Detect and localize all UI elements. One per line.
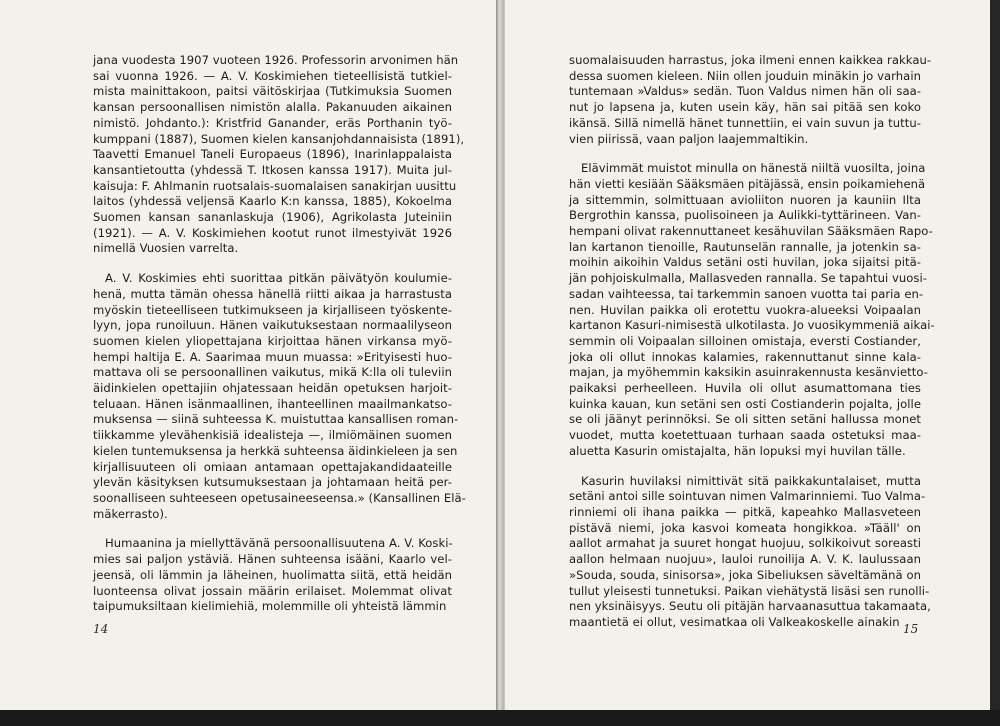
book-gutter	[496, 0, 504, 710]
text-line: teluaan. Hänen isänmaallinen, ihanteellinen maailmankatso-	[93, 396, 452, 411]
text-line: suomalaisuuden harrastus, joka ilmeni ennen kaikkea rakkau-	[569, 53, 932, 67]
text-line: aluetta Kasurin omistajalta, hän lopuksi myi huvilan tälle.	[569, 443, 906, 458]
text-line: kansantietoutta (yhdessä T. Itkosen kanssa 1917). Muita jul-	[93, 162, 452, 177]
text-line: jeensä, oli lämmin ja läheinen, huolimatta siitä, että heidän	[93, 567, 452, 582]
text-line: sadan vaihteessa, tai tarkemmin sanoen vuotta tai paria en-	[569, 286, 924, 301]
text-line: nimistö. Johdanto.): Kristfrid Ganander, eräs Porthanin työ-	[93, 115, 452, 130]
text-line: semmin oli Voipaalan silloinen omistaja, eversti Costiander,	[569, 333, 921, 348]
text-line: nen. Huvilan paikka oli erotettu vuokra-alueeksi Voipaalan	[569, 302, 921, 317]
text-line: aallon helmaan nuojuu», lauloi runoilija A. V. K. laulussaan	[569, 552, 921, 567]
left-page	[0, 0, 497, 710]
text-line: jana vuodesta 1907 vuoteen 1926. Professorin arvonimen hän	[93, 53, 459, 67]
text-line: moihin aikoihin Valdus setäni osti huvilan, joka sijaitsi pitä-	[569, 255, 921, 270]
text-line: Bergrothin kanssa, puolisoineen ja Aulikki-tyttärineen. Van-	[569, 208, 921, 223]
text-line: (1921). — A. V. Koskimiehen kootut runot ilmestyivät 1926	[93, 225, 452, 240]
text-line: setäni antoi sille sointuvan nimen Valmarinniemi. Tuo Valma-	[569, 489, 926, 504]
text-line: kumppani (1887), Suomen kielen kansanjohdannaisista (1891),	[93, 131, 465, 146]
text-line: nen yksinäisyys. Seutu oli pitäjän harvaanasuttua takamaata,	[569, 599, 931, 614]
text-line: kartanon Kasuri-nimisestä ulkotilasta. Jo vuosikymmeniä aikai-	[569, 318, 935, 333]
text-line: Elävimmät muistot minulla on hänestä niiltä vuosilta, joina	[581, 161, 926, 176]
paragraph-gap	[93, 522, 452, 536]
text-line: Humaanina ja miellyttävänä persoonallisuutena A. V. Koski-	[105, 536, 453, 551]
text-line: muksensa — siinä suhteessa K. muistuttaa kansallisen roman-	[93, 412, 459, 427]
text-line: nut jo lapsena ja, kuten usein käy, hän sai pitää sen koko	[569, 100, 921, 115]
text-line: ja sittemmin, solmittuaan avioliiton nuoren ja kauniin Ilta	[569, 192, 921, 207]
text-line: A. V. Koskimies ehti suorittaa pitkän päivätyön koulumie-	[105, 271, 452, 286]
text-line: mies sai paljon ystäviä. Hänen suhteensa isääni, Kaarlo vel-	[93, 552, 452, 567]
text-line: rinniemi oli ihana paikka — pitkä, kapeahko Mallasveteen	[569, 504, 921, 519]
text-line: kuinka kauan, kun setäni sen osti Costianderin pojalta, jolle	[569, 396, 921, 411]
text-line: mäkerrasto).	[93, 506, 168, 521]
text-line: Suomen kansan sananlaskuja (1906), Agrikolasta Juteiniin	[93, 210, 452, 225]
text-line: lyyn, jopa runoiluun. Hänen vaikutuksestaan normaalilyseon	[93, 318, 452, 333]
paragraph	[93, 53, 465, 257]
text-line: kaisuja: F. Ahlmanin ruotsalais-suomalaisen sanakirjan uusittu	[93, 178, 457, 193]
text-line: joka oli ollut innokas kalamies, rakennuttanut sinne kala-	[569, 349, 921, 364]
right-page-number: 15	[903, 622, 919, 636]
paragraph-gap	[569, 460, 921, 474]
text-line: äidinkielen opettajiin ohjatessaan heidän opetuksen harjoit-	[93, 381, 452, 396]
text-line: Kasurin huvilaksi nimittivät sitä paikkakuntalaiset, mutta	[581, 473, 921, 488]
paragraph	[93, 271, 466, 522]
text-line: pistävä niemi, joka kasvoi komeata hongikkoa. »Tääll' on	[569, 520, 921, 535]
text-line: tullut yleisesti tunnetuksi. Paikan viehätystä lisäsi sen runolli-	[569, 583, 930, 598]
paragraph	[569, 53, 932, 147]
scan-bottom-shadow	[0, 710, 1000, 726]
text-line: tuntemaan »Valdus» sedän. Tuon Valdus nimen hän oli saa-	[569, 84, 921, 99]
text-line: vien piirissä, vaan paljon laajemmaltikin.	[569, 131, 809, 146]
text-line: kirjallisuuteen oli omiaan antamaan opettajakandidaateille	[93, 459, 452, 474]
right-page-text	[569, 53, 935, 631]
left-page-number: 14	[93, 622, 109, 636]
text-line: luonteensa olivat jossain määrin erilaiset. Molemmat olivat	[93, 583, 452, 598]
text-line: laitos (yhdessä veljensä Kaarlo K:n kanssa, 1885), Kokoelma	[93, 194, 452, 209]
text-line: Taavetti Emanuel Taneli Europaeus (1896), Inarinlappalaista	[93, 147, 452, 162]
text-line: paikaksi perheelleen. Huvila oli ollut asumattomana ties	[569, 381, 921, 396]
text-line: taipumuksiltaan kielimiehiä, molemmille oli yhteistä lämmin	[93, 599, 447, 614]
text-line: soonalliseen suhteeseen opetusaineeseensa.» (Kansallinen Elä-	[93, 490, 466, 505]
text-line: myöskin tieteelliseen tutkimukseen ja kirjalliseen työskente-	[93, 302, 452, 317]
text-line: sai vuonna 1926. — A. V. Koskimiehen tieteellisistä tutkiel-	[93, 68, 452, 83]
paragraph	[569, 161, 935, 459]
text-line: nimellä Vuosien varrelta.	[93, 241, 239, 256]
text-line: aallot armahat ja suuret hongat huojuu, solkikoivut soreasti	[569, 536, 921, 551]
left-page-text	[93, 53, 466, 615]
text-line: hempani olivat rakennuttaneet kesähuvilan Sääksmäen Rapo-	[569, 224, 933, 239]
text-line: ikänsä. Sillä nimellä hänet tunnettiin, ei vain suvun ja tuttu-	[569, 115, 921, 130]
text-line: se oli jäänyt perinnöksi. Se oli sitten setäni hallussa monet	[569, 412, 921, 427]
text-line: mattava oli se persoonallinen vaikutus, mikä K:lla oli tuleviin	[93, 365, 452, 380]
text-line: kansan persoonallisen nimistön alalla. Pakanuuden aikainen	[93, 100, 452, 115]
text-line: ylevän käsityksen kutsumuksestaan ja johtamaan heitä per-	[93, 475, 452, 490]
paragraph	[569, 473, 931, 631]
paragraph-gap	[569, 147, 921, 161]
text-line: jän pohjoiskulmalla, Mallasveden rannalla. Se tapahtui vuosi-	[569, 271, 928, 286]
text-line: vuodet, mutta koetettuaan turhaan saada ostetuksi maa-	[569, 428, 921, 443]
text-line: maantietä ei ollut, vesimatkaa oli Valkeakoskelle ainakin	[569, 614, 900, 629]
paragraph	[93, 536, 452, 615]
text-line: majan, ja myöhemmin kaksikin asuinrakennusta kesänvietto-	[569, 365, 928, 380]
text-line: henä, mutta tämän ohessa hänellä riitti aikaa ja harrastusta	[93, 286, 452, 301]
text-line: lan kartanon tienoille, Rautunselän rannalle, ja jotenkin sa-	[569, 239, 921, 254]
scan-edge	[990, 0, 1000, 710]
text-line: »Souda, souda, sinisorsa», joka Sibeliuksen säveltämänä on	[569, 567, 921, 582]
text-line: tiikkamme ylevähenkisiä idealisteja —, ilmiömäinen suomen	[93, 428, 452, 443]
text-line: kielen tuntemuksensa ja herkkä suhteensa äidinkieleen ja sen	[93, 443, 458, 458]
paragraph-gap	[93, 257, 452, 271]
text-line: hän vietti kesiään Sääksmäen pitäjässä, ensin poikamiehenä	[569, 176, 926, 191]
text-line: dessa suomen kieleen. Niin ollen jouduin minäkin jo varhain	[569, 68, 921, 83]
text-line: mista mainittakoon, paitsi väitöskirjaa (Tutkimuksia Suomen	[93, 84, 452, 99]
right-page	[504, 0, 991, 710]
text-line: suomen kielen yliopettajana kirjoittaa hänen virkansa myö-	[93, 333, 452, 348]
text-line: hempi haltija E. A. Saarimaa muun muassa: »Erityisesti huo-	[93, 349, 452, 364]
